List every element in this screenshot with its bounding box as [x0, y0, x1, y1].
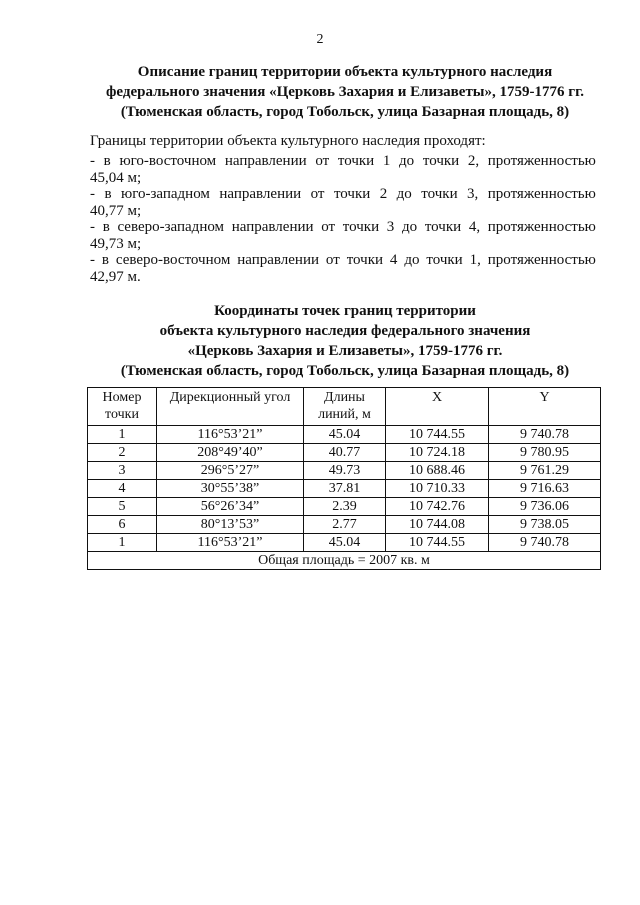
segment-word: в [101, 252, 109, 268]
segment-word: до [401, 219, 418, 235]
segment-word: протяженностью [487, 186, 596, 202]
header-x-label: X [431, 390, 443, 405]
table-row [88, 498, 601, 516]
cell-length: 49.73 [304, 462, 386, 480]
boundary-segment [90, 153, 596, 186]
cell-length: 45.04 [304, 426, 386, 444]
segment-word: 4 [389, 252, 398, 268]
segment-line-2: 49,73 м; [90, 235, 142, 252]
table-row [88, 516, 601, 534]
segment-word: северо-западном [117, 219, 225, 235]
segment-word: северо-восточном [115, 252, 231, 268]
cell-angle: 116°53’21” [157, 426, 304, 444]
cell-point: 2 [88, 444, 157, 462]
segment-word: 3 [386, 219, 395, 235]
segment-word: направлении [231, 219, 314, 235]
description-heading-line: Описание границ территории объекта культурного наследия [137, 64, 553, 80]
segment-word: 2 [379, 186, 388, 202]
table-row [88, 426, 601, 444]
coordinates-heading-line: объекта культурного наследия федерального значения [159, 323, 531, 339]
segment-word: от [325, 252, 340, 268]
header-line-length [304, 388, 386, 426]
header-point-number [88, 388, 157, 426]
cell-point: 6 [88, 516, 157, 534]
cell-x: 10 744.55 [386, 426, 489, 444]
header-y-label: Y [539, 390, 550, 405]
segment-word: - [90, 153, 95, 169]
cell-point: 3 [88, 462, 157, 480]
segment-word: протяженностью [487, 252, 596, 268]
segment-word: точки [426, 252, 463, 268]
header-angle-label: Дирекционный угол [169, 390, 291, 405]
segment-word: до [399, 153, 415, 169]
cell-angle: 208°49’40” [157, 444, 304, 462]
segment-word: точки [421, 186, 458, 202]
cell-length: 40.77 [304, 444, 386, 462]
table-total-row [88, 552, 601, 570]
cell-point: 4 [88, 480, 157, 498]
cell-y: 9 761.29 [489, 462, 601, 480]
cell-x: 10 744.55 [386, 534, 489, 552]
header-direction-angle [157, 388, 304, 426]
segment-word: в [102, 219, 110, 235]
page-number: 2 [316, 32, 324, 47]
segment-word: юго-западном [121, 186, 210, 202]
cell-x: 10 744.08 [386, 516, 489, 534]
boundary-segment-list [90, 153, 596, 285]
cell-length: 2.39 [304, 498, 386, 516]
segment-word: протяженностью [487, 219, 596, 235]
segment-word: 1 [382, 153, 391, 169]
segment-word: в [104, 186, 112, 202]
cell-y: 9 780.95 [489, 444, 601, 462]
segment-word: 4, [468, 219, 481, 235]
segment-line-2: 45,04 м; [90, 169, 142, 186]
segment-word: направлении [219, 186, 302, 202]
segment-word: 1, [469, 252, 481, 268]
segment-word: 3, [467, 186, 479, 202]
table-row [88, 534, 601, 552]
cell-point: 5 [88, 498, 157, 516]
header-length-line-1: Длины [324, 390, 365, 405]
coordinates-heading-line: «Церковь Захария и Елизаветы», 1759-1776 гг. [187, 343, 503, 359]
header-point-line-1: Номер [102, 390, 142, 405]
segment-word: точки [346, 252, 384, 268]
cell-y: 9 740.78 [489, 426, 601, 444]
cell-x: 10 742.76 [386, 498, 489, 516]
segment-word: направлении [237, 252, 320, 268]
segment-word: точки [333, 186, 371, 202]
segment-word: направлении [224, 153, 307, 169]
header-x [386, 388, 489, 426]
table-row [88, 444, 601, 462]
description-heading-line: (Тюменская область, город Тобольск, улица Базарная площадь, 8) [120, 104, 570, 120]
coordinates-heading [60, 301, 630, 381]
segment-word: точки [424, 219, 462, 235]
description-heading-line: федерального значения «Церковь Захария и Елизаветы», 1759-1776 гг. [106, 84, 584, 100]
segment-word: точки [422, 153, 460, 169]
segment-line-1 [90, 252, 596, 269]
cell-angle: 296°5’27” [157, 462, 304, 480]
boundary-segment [90, 219, 596, 252]
cell-x: 10 710.33 [386, 480, 489, 498]
segment-word: точки [337, 153, 375, 169]
segment-word: протяженностью [487, 153, 596, 169]
cell-x: 10 688.46 [386, 462, 489, 480]
cell-y: 9 736.06 [489, 498, 601, 516]
segment-word: - [90, 186, 95, 202]
cell-point: 1 [88, 426, 157, 444]
cell-angle: 116°53’21” [157, 534, 304, 552]
segment-line-2: 40,77 м; [90, 202, 142, 219]
cell-length: 37.81 [304, 480, 386, 498]
total-area: Общая площадь = 2007 кв. м [88, 552, 601, 570]
segment-line-1 [90, 153, 596, 170]
segment-line-1 [90, 186, 596, 203]
cell-length: 2.77 [304, 516, 386, 534]
boundary-segment [90, 186, 596, 219]
segment-word: от [310, 186, 325, 202]
segment-word: от [315, 153, 330, 169]
cell-x: 10 724.18 [386, 444, 489, 462]
segment-word: в [103, 153, 111, 169]
table-header-row [88, 388, 601, 426]
segment-line-2: 42,97 м. [90, 268, 141, 285]
coordinates-heading-line: Координаты точек границ территории [214, 303, 476, 319]
coordinates-heading-line: (Тюменская область, город Тобольск, улица Базарная площадь, 8) [120, 363, 570, 379]
segment-word: точки [342, 219, 380, 235]
cell-angle: 56°26’34” [157, 498, 304, 516]
segment-word: до [396, 186, 412, 202]
cell-y: 9 738.05 [489, 516, 601, 534]
cell-length: 45.04 [304, 534, 386, 552]
boundary-segment [90, 252, 596, 285]
header-y [489, 388, 601, 426]
segment-word: - [90, 252, 95, 268]
segment-word: юго-восточном [119, 153, 217, 169]
cell-angle: 80°13’53” [157, 516, 304, 534]
header-point-line-2: точки [105, 407, 139, 422]
segment-word: 2, [467, 153, 480, 169]
table-row [88, 480, 601, 498]
table-row [88, 462, 601, 480]
cell-y: 9 716.63 [489, 480, 601, 498]
segment-word: до [404, 252, 420, 268]
segment-word: - [90, 219, 95, 235]
boundary-intro: Границы территории объекта культурного наследия проходят: [90, 133, 486, 149]
cell-point: 1 [88, 534, 157, 552]
segment-word: от [321, 219, 336, 235]
segment-line-1 [90, 219, 596, 236]
coordinates-table [87, 387, 601, 570]
header-length-line-2: линий, м [318, 407, 371, 422]
cell-y: 9 740.78 [489, 534, 601, 552]
cell-angle: 30°55’38” [157, 480, 304, 498]
description-heading [60, 62, 630, 122]
